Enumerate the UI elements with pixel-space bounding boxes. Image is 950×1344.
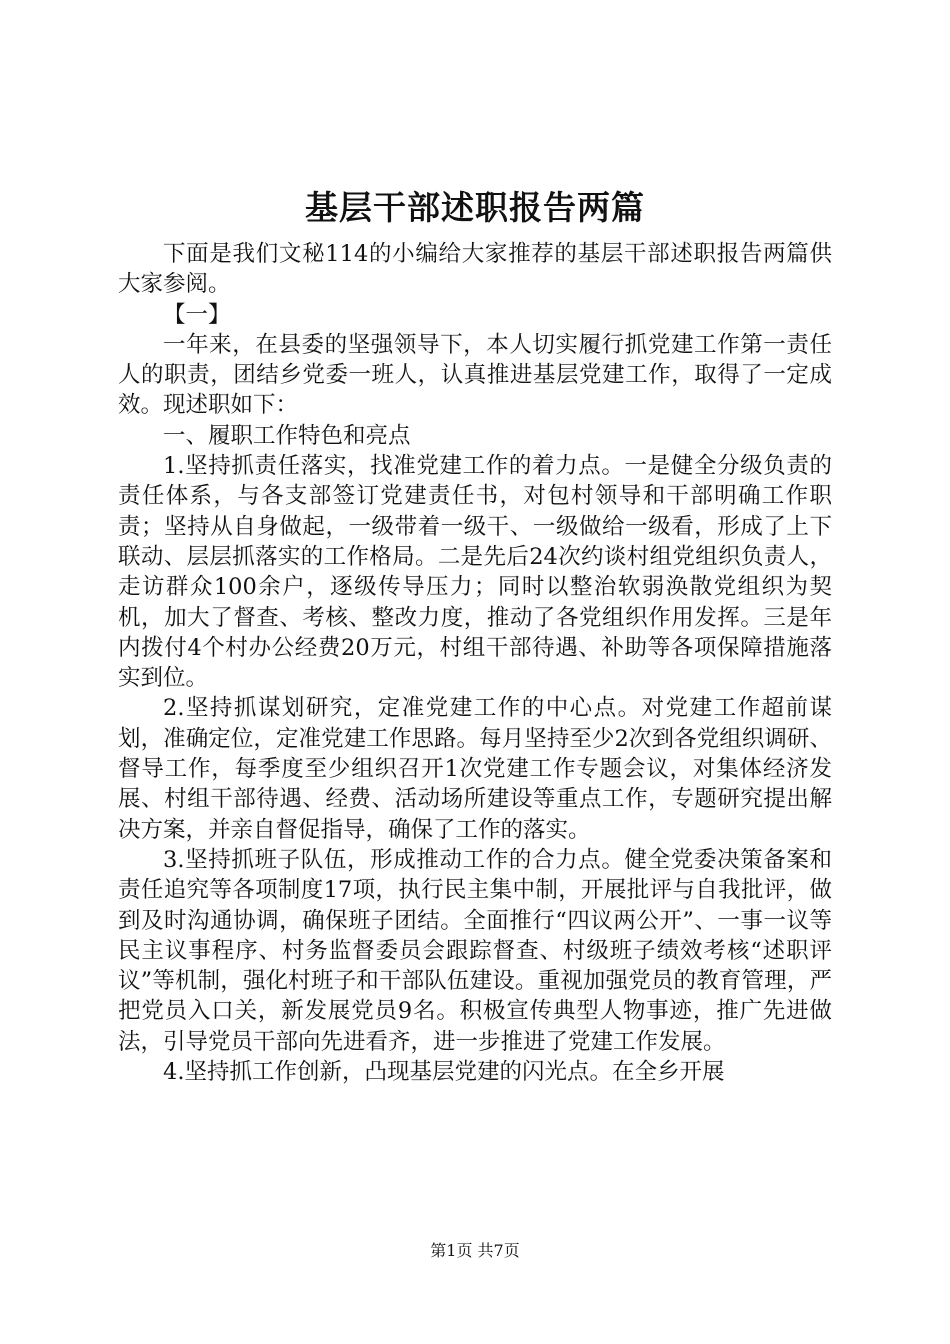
intro-paragraph: 下面是我们文秘114的小编给大家推荐的基层干部述职报告两篇供大家参阅。 <box>118 241 832 298</box>
document-body <box>118 239 832 1087</box>
body-paragraph: 2.坚持抓谋划研究，定准党建工作的中心点。对党建工作超前谋划，准确定位，定准党建工作思路。每月坚持至少2次到各党组织调研、督导工作，每季度至少组织召开1次党建工作专题会议，对集体经济发展、村组干部待遇、经费、活动场所建设等重点工作，专题研究提出解决方案，并亲自督促指导，确保了工作的落实。 <box>118 695 832 843</box>
body-paragraph: 一年来，在县委的坚强领导下，本人切实履行抓党建工作第一责任人的职责，团结乡党委一班人，认真推进基层党建工作，取得了一定成效。现述职如下： <box>118 331 832 419</box>
section-heading: 一、履职工作特色和亮点 <box>163 422 411 449</box>
document-title: 基层干部述职报告两篇 <box>305 188 645 227</box>
section-marker: 【一】 <box>163 301 231 328</box>
body-paragraph: 1.坚持抓责任落实，找准党建工作的着力点。一是健全分级负责的责任体系，与各支部签订党建责任书，对包村领导和干部明确工作职责；坚持从自身做起，一级带着一级干、一级做给一级看，形成了上下联动、层层抓落实的工作格局。二是先后24次约谈村组党组织负责人，走访群众100余户，逐级传导压力；同时以整治软弱涣散党组织为契机，加大了督查、考核、整改力度，推动了各党组织作用发挥。三是年内拨付4个村办公经费20万元，村组干部待遇、补助等各项保障措施落实到位。 <box>118 453 832 692</box>
page-footer: 第1页 共7页 <box>430 1241 520 1260</box>
body-paragraph: 4.坚持抓工作创新，凸现基层党建的闪光点。在全乡开展 <box>163 1059 725 1086</box>
body-paragraph: 3.坚持抓班子队伍，形成推动工作的合力点。健全党委决策备案和责任追究等各项制度17项，执行民主集中制，开展批评与自我批评，做到及时沟通协调，确保班子团结。全面推行“四议两公开”、一事一议等民主议事程序、村务监督委员会跟踪督查、村级班子绩效考核“述职评议”等机制，强化村班子和干部队伍建设。重视加强党员的教育管理，严把党员入口关，新发展党员9名。积极宣传典型人物事迹，推广先进做法，引导党员干部向先进看齐，进一步推进了党建工作发展。 <box>118 846 832 1055</box>
